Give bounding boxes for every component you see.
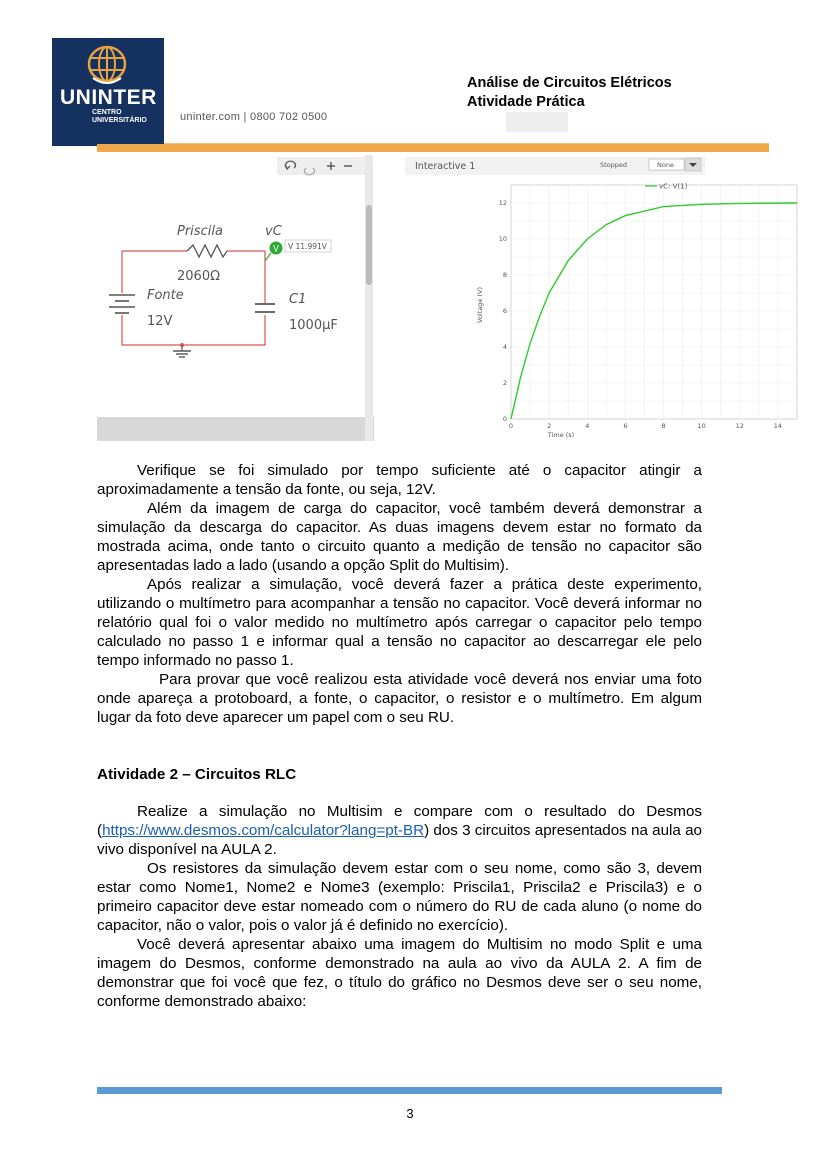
globe-logo-icon	[83, 44, 131, 86]
brand-name: UNINTER	[60, 86, 157, 109]
y-tick-label: 2	[502, 379, 507, 387]
activity-title: Atividade Prática	[467, 94, 585, 110]
trace-select-value: None	[657, 161, 674, 169]
resistor-value: 2060Ω	[177, 269, 221, 284]
header-gray-tab	[506, 112, 568, 132]
contact-info: uninter.com | 0800 702 0500	[180, 111, 328, 123]
paragraph-7: Você deverá apresentar abaixo uma imagem do Multisim no modo Split e uma imagem do Desmos, conforme demonstrado na aula ao vivo da AULA 2. A fim de demonstrar que foi você que fez, o título do gráfico no Desmos deve ser o seu nome, conforme demonstrado abaixo:	[97, 936, 702, 1010]
x-tick-label: 2	[547, 422, 552, 430]
header-divider	[97, 144, 769, 152]
multisim-screenshot	[97, 155, 783, 441]
source-name: Fonte	[147, 288, 184, 303]
chart-legend	[645, 183, 688, 191]
paragraph-2: Além da imagem de carga do capacitor, você também deverá demonstrar a simulação da descarga do capacitor. As duas imagens devem estar no formato da mostrada acima, onde tanto o circuito quanto a medição de tensão no capacitor são apresentadas lado a lado (usando a opção Split do Multisim).	[97, 500, 702, 574]
voltage-chart	[377, 155, 783, 441]
voltage-probe[interactable]	[265, 242, 283, 262]
probe-reading: V 11.991V	[288, 242, 327, 251]
trace-select[interactable]	[649, 158, 701, 171]
page-number: 3	[406, 1106, 414, 1121]
x-tick-label: 10	[697, 422, 706, 430]
grapher-pane	[377, 155, 783, 441]
course-title: Análise de Circuitos Elétricos	[467, 75, 672, 91]
y-axis-label: Voltage (V)	[476, 287, 484, 323]
x-axis-label: Time (s)	[547, 431, 575, 439]
brand-subtitle: CENTRO UNIVERSITÁRIO	[92, 109, 147, 124]
y-tick-label: 6	[502, 307, 507, 315]
paragraph-1: Verifique se foi simulado por tempo suficiente até o capacitor atingir a aproximadamente a tensão da fonte, ou seja, 12V.	[97, 462, 702, 498]
paragraph-6: Os resistores da simulação devem estar com o seu nome, como são 3, devem estar como Nome1, Nome2 e Nome3 (exemplo: Priscila1, Priscila2 e Priscila3) e o primeiro capacitor deve estar nomeado com o número do RU de cada aluno (o nome do capacitor, não o valor, pois o valor já é definido no exercício).	[97, 860, 702, 934]
resistor-symbol[interactable]	[187, 245, 227, 257]
x-tick-label: 6	[623, 422, 628, 430]
y-tick-label: 12	[498, 199, 507, 207]
section-heading: Atividade 2 – Circuitos RLC	[97, 766, 297, 783]
y-tick-label: 10	[498, 235, 507, 243]
schematic-pane	[97, 155, 374, 441]
capacitor-name: C1	[289, 292, 307, 307]
document-title	[467, 74, 672, 112]
x-tick-label: 0	[508, 422, 514, 430]
paragraph-3: Após realizar a simulação, você deverá fazer a prática deste experimento, utilizando o multímetro para acompanhar a tensão no capacitor. Você deverá informar no relatório qual foi o valor medido no multímetro após carregar o capacitor pelo tempo calculado no passo 1 e informar qual a tensão no capacitor ao descarregar ele pelo tempo informado no passo 1.	[97, 576, 702, 669]
legend-label: vC: V(1)	[659, 182, 688, 191]
footer-divider	[97, 1087, 722, 1094]
probe-badge: V	[273, 244, 279, 255]
resistor-name: Priscila	[177, 224, 223, 239]
y-tick-label: 4	[502, 343, 507, 351]
x-tick-label: 8	[661, 422, 666, 430]
run-status: Stopped	[600, 161, 628, 169]
x-tick-label: 4	[585, 422, 590, 430]
probe-name: vC	[265, 224, 282, 239]
capacitor-symbol[interactable]	[255, 304, 275, 312]
x-tick-label: 14	[773, 422, 783, 430]
source-value: 12V	[147, 314, 173, 329]
grapher-tab[interactable]: Interactive 1	[415, 161, 476, 172]
y-tick-label: 8	[502, 271, 507, 279]
chart-axes	[511, 182, 797, 419]
capacitor-value: 1000μF	[289, 318, 338, 333]
x-tick-label: 12	[735, 422, 744, 430]
uninter-logo	[52, 38, 164, 146]
desmos-link[interactable]: https://www.desmos.com/calculator?lang=pt-BR	[102, 822, 425, 839]
battery-symbol[interactable]	[109, 295, 135, 313]
paragraph-5: Realize a simulação no Multisim e compare com o resultado do Desmos (https://www.desmos.com/calculator?lang=pt-BR) dos 3 circuitos apresentados na aula ao vivo disponível na AULA 2.	[97, 803, 702, 858]
y-tick-label: 0	[502, 415, 507, 423]
split-scrollbar[interactable]	[365, 155, 373, 441]
chart-grid	[511, 182, 797, 419]
paragraph-4: Para provar que você realizou esta atividade você deverá nos enviar uma foto onde apareça a protoboard, a fonte, o capacitor, o resistor e o multímetro. Em algum lugar da foto deve aparecer um papel com o seu RU.	[97, 671, 702, 726]
schematic-statusbar	[97, 417, 374, 441]
